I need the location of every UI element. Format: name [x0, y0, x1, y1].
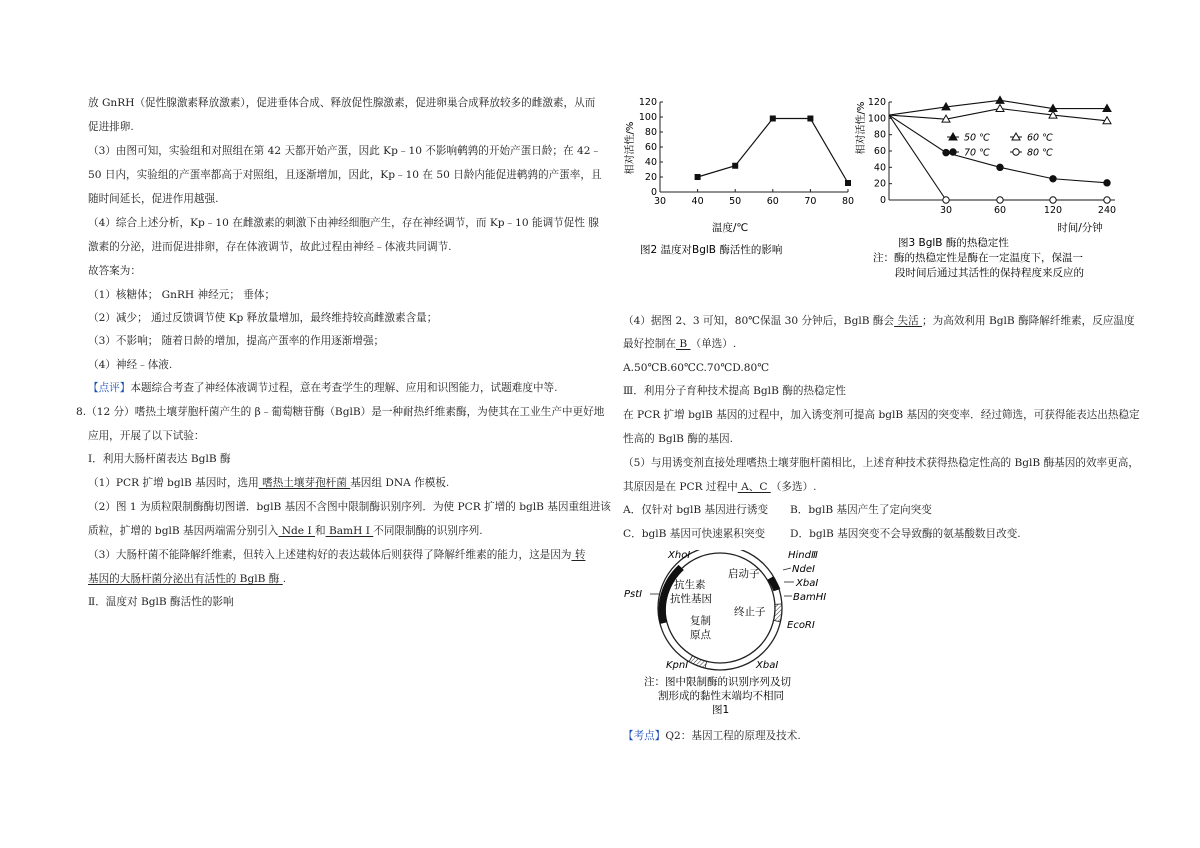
question-text: 基因组 DNA 作模板. — [350, 477, 450, 489]
question-text: . — [282, 573, 287, 585]
answer-blank: 转 — [571, 549, 586, 561]
fig3-data-point — [1050, 176, 1056, 182]
fig3-series-line — [889, 115, 1107, 183]
answer-blank: 基因的大肠杆菌分泌出有活性的 BglB 酶 — [88, 573, 283, 585]
section-heading: Ⅱ．温度对 BglB 酶活性的影响 — [88, 596, 234, 608]
kaodian-line — [623, 729, 801, 743]
answer-blank: B — [675, 338, 691, 350]
resistance-label: 抗性基因 — [670, 593, 712, 605]
origin-label: 复制 — [690, 615, 711, 627]
fig3-note: 段时间后通过其活性的保持程度来反应的 — [895, 267, 1084, 279]
resistance-label: 抗生素 — [674, 579, 706, 591]
fig3-legend-marker — [1013, 149, 1019, 155]
option-c: C．bglB 基因可快速累积突变 — [623, 528, 766, 540]
fig2-caption: 图2 温度对BglB 酶活性的影响 — [640, 244, 783, 256]
fig3-legend-marker — [950, 149, 956, 155]
paragraph-line: 50 日内，实验组的产蛋率都高于对照组，且逐渐增加，因此，Kp﹣10 在 50 日龄内能促进鹌鹑的产蛋率，且 — [88, 169, 602, 181]
question-text: 其原因是在 PCR 过程中 — [623, 481, 738, 493]
fig3-legend-label: 60 ℃ — [1027, 132, 1053, 144]
question-line: （5）与用诱变剂直接处理嗜热土壤芽胞杆菌相比，上述育种技术获得热稳定性高的 BglB 酶基因的效率更高， — [623, 457, 1139, 469]
paragraph-line: 性高的 BglB 酶的基因. — [623, 433, 733, 445]
answer-blank: 嗜热土壤芽孢杆菌 — [258, 477, 351, 489]
question-line — [88, 548, 585, 562]
fig2-xlabel: 温度/℃ — [711, 222, 749, 234]
question-text: （多选）. — [770, 481, 817, 493]
figure-2-chart — [620, 88, 860, 268]
question-text: 不同限制酶的识别序列. — [373, 525, 483, 537]
answer-blank: BamH Ⅰ — [325, 525, 374, 537]
fig3-caption: 图3 BglB 酶的热稳定性 — [898, 237, 1009, 249]
question-8-stem: 应用，开展了以下试验： — [88, 430, 205, 442]
fig2-y-tick-label: 80 — [644, 127, 657, 138]
fig2-ylabel: 相对活性/% — [625, 121, 636, 175]
section-heading: Ⅲ．利用分子育种技术提高 BglB 酶的热稳定性 — [623, 385, 846, 397]
question-text: ；为高效利用 BglB 酶降解纤维素，反应温度 — [922, 315, 1135, 327]
fig2-series-line — [698, 119, 848, 184]
fig2-data-point — [770, 116, 776, 122]
answer-blank: 失活 — [894, 315, 923, 327]
question-text: （单选）. — [690, 338, 737, 350]
fig2-x-tick-label: 30 — [653, 196, 667, 207]
question-line — [623, 337, 736, 351]
fig3-y-tick-label: 0 — [879, 195, 886, 206]
answer-line: （4）神经﹣体液. — [88, 359, 173, 371]
options-line: A.50℃B.60℃C.70℃D.80℃ — [623, 362, 770, 374]
fig3-x-tick-label: 30 — [939, 205, 953, 216]
answer-blank: A、C — [737, 481, 771, 493]
paragraph-line: （4）综合上述分析，Kp﹣10 在雌激素的刺激下由神经细胞产生，存在神经调节，而 Kp﹣10 能调节促性 腺 — [88, 217, 599, 229]
leader-line — [783, 568, 791, 570]
fig1-note: 注：图中限制酶的识别序列及切 — [644, 676, 791, 688]
fig2-data-point — [695, 174, 701, 180]
site-xba2: XbaⅠ — [756, 660, 779, 671]
kaodian-text: Q2：基因工程的原理及技术. — [665, 730, 801, 742]
fig3-data-point — [1104, 180, 1110, 186]
question-line — [88, 572, 286, 586]
paragraph-line: （3）由图可知，实验组和对照组在第 42 天都开始产蛋，因此 Kp﹣10 不影响鹌鹑的开始产蛋日龄；在 42﹣ — [88, 145, 602, 157]
fig2-y-tick-label: 40 — [644, 157, 657, 168]
fig2-y-tick-label: 0 — [650, 187, 657, 198]
fig3-legend-label: 70 ℃ — [964, 147, 990, 159]
fig3-x-tick-label: 240 — [1097, 205, 1117, 216]
figure-1-plasmid — [620, 550, 850, 722]
fig3-y-tick-label: 20 — [873, 178, 886, 190]
paragraph-line: 随时间延长，促进作用越强. — [88, 193, 219, 205]
fig1-caption: 图1 — [712, 704, 730, 716]
answer-heading: 故答案为： — [88, 265, 141, 277]
question-text: （4）据图 2、3 可知，80℃保温 30 分钟后，BglB 酶会 — [623, 315, 895, 327]
fig3-xlabel: 时间/分钟 — [1057, 222, 1103, 234]
origin-segment — [689, 656, 707, 669]
terminator-segment — [774, 604, 782, 622]
site-bam: BamHⅠ — [793, 592, 827, 603]
fig3-data-point — [997, 164, 1003, 170]
site-hind: HindⅢ — [788, 550, 818, 561]
site-xho: XhoⅠ — [668, 550, 691, 561]
question-text: 和 — [315, 525, 326, 537]
option-b: B．bglB 基因产生了定向突变 — [790, 504, 932, 516]
fig2-x-tick-label: 50 — [729, 196, 742, 207]
fig3-y-tick-label: 80 — [873, 129, 886, 141]
paragraph-line: 促进排卵. — [88, 121, 134, 133]
site-nde: NdeⅠ — [792, 564, 815, 575]
terminator-label: 终止子 — [734, 606, 766, 618]
fig3-y-tick-label: 120 — [867, 97, 886, 108]
answer-line: （2）减少； 通过反馈调节使 Kp 释放量增加，最终维持较高雌激素含量； — [88, 312, 438, 324]
option-d: D．bglB 基因突变不会导致酶的氨基酸数目改变. — [790, 528, 1021, 540]
comment-line — [88, 381, 558, 395]
fig3-y-tick-label: 60 — [873, 146, 886, 157]
question-line — [88, 524, 483, 538]
kaodian-tag: 【考点】 — [623, 730, 666, 742]
fig3-data-point — [996, 96, 1004, 103]
question-text: （1）PCR 扩增 bglB 基因时，选用 — [88, 477, 259, 489]
fig2-data-point — [732, 163, 738, 169]
origin-label: 原点 — [690, 629, 711, 641]
option-a: A．仅针对 bglB 基因进行诱变 — [623, 504, 769, 516]
fig2-data-point — [807, 116, 813, 122]
fig3-data-point — [943, 149, 949, 155]
question-line — [88, 476, 449, 490]
paragraph-line: 在 PCR 扩增 bglB 基因的过程中，加入诱变剂可提高 bglB 基因的突变率．经过筛选，可获得能表达出热稳定 — [623, 409, 1140, 421]
site-xba1: XbaⅠ — [796, 578, 819, 589]
question-text: （3）大肠杆菌不能降解纤维素，但转入上述建构好的表达载体后则获得了降解纤维素的能力，这是因为 — [88, 549, 572, 561]
fig2-y-tick-label: 60 — [644, 142, 657, 153]
section-heading: Ⅰ．利用大肠杆菌表达 BglB 酶 — [88, 453, 231, 465]
question-line: （2）图 1 为质粒限制酶酶切图谱．bglB 基因不含图中限制酶识别序列．为使 PCR 扩增的 bglB 基因重组进该 — [88, 501, 611, 513]
fig3-series-line — [889, 115, 1107, 200]
question-line — [623, 480, 817, 494]
paragraph-line: 放 GnRH（促性腺激素释放激素），促进垂体合成、释放促性腺激素，促进卵巢合成释放较多的雌激素，从而 — [88, 97, 596, 109]
answer-line: （1）核糖体； GnRH 神经元； 垂体； — [88, 289, 276, 301]
fig2-y-tick-label: 120 — [638, 97, 657, 108]
fig2-data-point — [845, 180, 851, 186]
fig2-x-tick-label: 60 — [766, 196, 779, 207]
fig3-data-point — [943, 197, 949, 203]
comment-text: 本题综合考查了神经体液调节过程，意在考查学生的理解、应用和识图能力，试题难度中等. — [130, 382, 558, 394]
site-pst: PstⅠ — [624, 589, 643, 600]
fig2-x-tick-label: 70 — [804, 196, 817, 207]
fig3-y-tick-label: 40 — [873, 162, 886, 174]
fig3-x-tick-label: 60 — [993, 205, 1007, 216]
figure-3-chart — [853, 88, 1128, 288]
site-eco: EcoRⅠ — [787, 620, 815, 631]
fig3-data-point — [1104, 197, 1110, 203]
answer-blank: Nde Ⅰ — [278, 525, 315, 537]
fig1-note: 割形成的黏性末端均不相同 — [658, 690, 784, 702]
site-kpn: KpnⅠ — [666, 660, 689, 671]
fig2-y-tick-label: 20 — [644, 172, 657, 183]
fig3-data-point — [997, 197, 1003, 203]
fig3-data-point — [996, 105, 1004, 112]
promoter-label: 启动子 — [728, 568, 760, 580]
fig2-y-tick-label: 100 — [638, 112, 657, 123]
question-line — [623, 314, 1135, 328]
fig3-legend-label: 80 ℃ — [1027, 147, 1053, 159]
question-text: 最好控制在 — [623, 338, 676, 350]
fig3-x-tick-label: 120 — [1043, 205, 1063, 216]
paragraph-line: 激素的分泌，进而促进排卵，存在体液调节，故此过程由神经﹣体液共同调节. — [88, 241, 452, 253]
fig3-ylabel: 相对活性/% — [856, 101, 867, 155]
fig3-note: 注：酶的热稳定性是酶在一定温度下，保温一 — [873, 252, 1083, 264]
question-text: 质粒，扩增的 bglB 基因两端需分别引入 — [88, 525, 279, 537]
fig3-legend-label: 50 ℃ — [964, 132, 990, 144]
question-8-stem: 8.（12 分）嗜热土壤芽胞杆菌产生的 β﹣葡萄糖苷酶（BglB）是一种耐热纤维素酶，为使其在工业生产中更好地 — [76, 406, 605, 418]
fig3-y-tick-label: 100 — [867, 113, 886, 125]
fig3-data-point — [1050, 197, 1056, 203]
answer-line: （3）不影响； 随着日龄的增加，提高产蛋率的作用逐渐增强； — [88, 335, 385, 347]
comment-tag: 【点评】 — [88, 382, 131, 394]
fig2-x-tick-label: 40 — [691, 196, 704, 207]
fig2-x-tick-label: 80 — [841, 196, 855, 207]
